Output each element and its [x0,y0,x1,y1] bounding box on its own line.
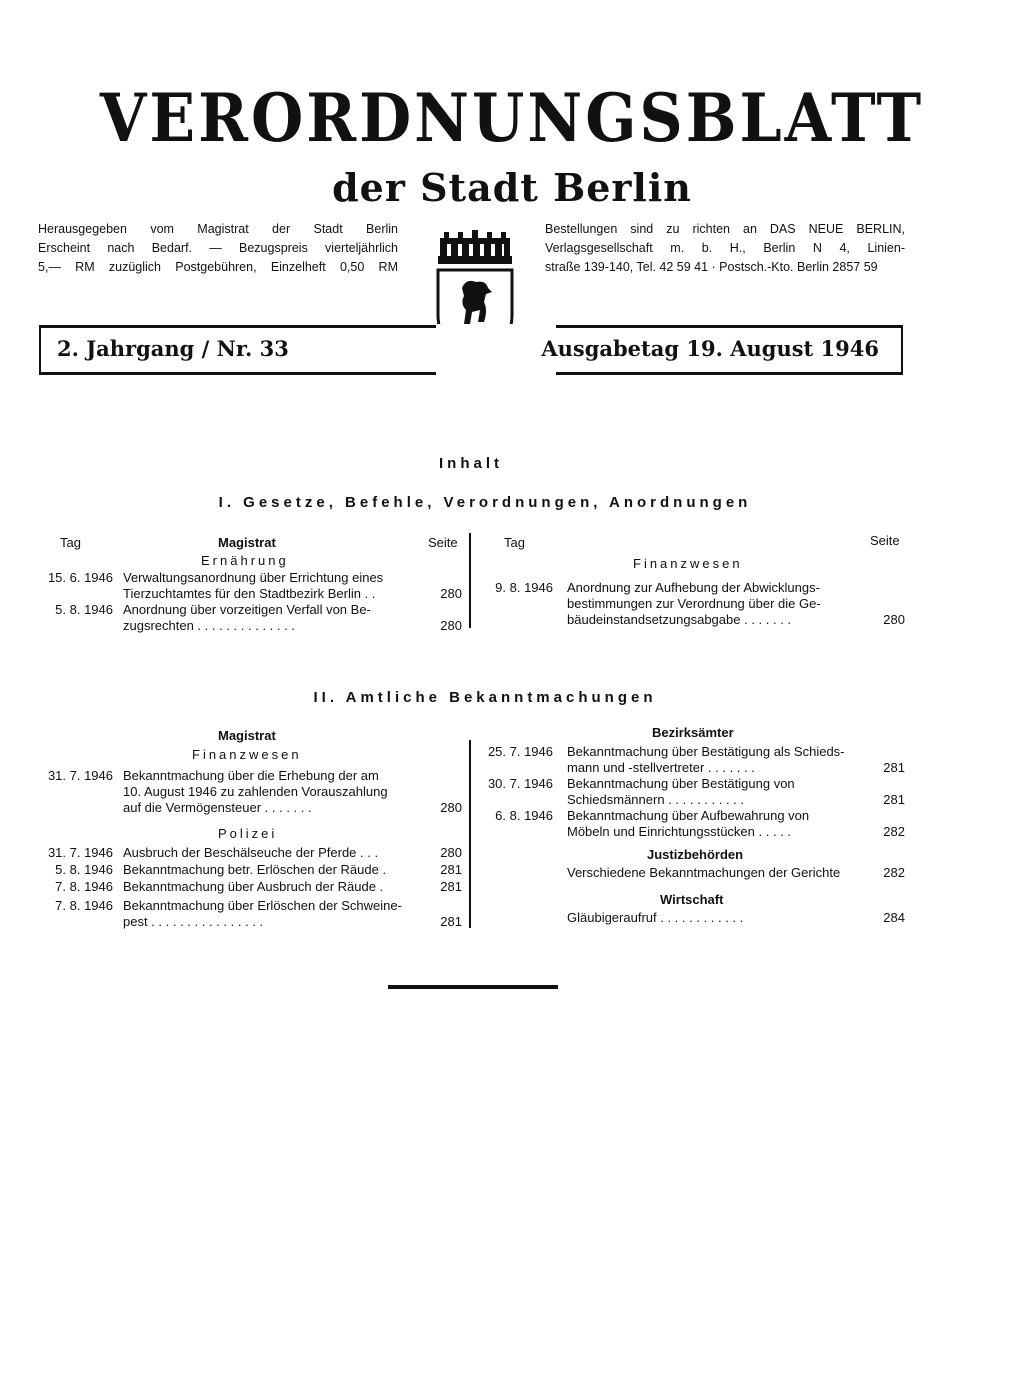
issue-box [39,325,903,375]
order-info [545,220,905,277]
row-page: 281 [440,914,462,929]
row-text [123,570,383,602]
masthead-subtitle: der Stadt Berlin [332,165,692,210]
row-text [567,808,809,840]
row-line: mann und -stellvertreter . . . . . . . [567,760,755,775]
row-text [123,862,386,878]
row-line: Bekanntmachung über Ausbruch der Räude . [123,879,384,894]
column-divider-2 [469,740,471,928]
col-tag-left: Tag [60,535,81,550]
row-date: 7. 8. 1946 [55,879,113,894]
column-divider [469,533,471,628]
row-text [123,879,383,895]
row-page: 282 [883,824,905,839]
col-tag-right: Tag [504,535,525,550]
sub-polizei: Polizei [218,826,278,841]
row-line: Verwaltungsanordnung über Errichtung eines [123,570,384,585]
row-line: auf die Vermögensteuer . . . . . . . [123,800,312,815]
row-line: Ausbruch der Beschälseuche der Pferde . . . [123,845,379,860]
order-line: Verlagsgesellschaft m. b. H., Berlin N 4, Linien- [545,241,905,255]
row-date: 5. 8. 1946 [55,862,113,877]
row-page: 280 [440,845,462,860]
end-rule [388,985,558,989]
row-text [123,602,371,634]
row-date: 30. 7. 1946 [487,776,553,791]
row-line: Schiedsmännern . . . . . . . . . . . [567,792,745,807]
row-line: bäudeinstandsetzungsabgabe . . . . . . . [567,612,792,627]
row-line: Anordnung über vorzeitigen Verfall von Be- [123,602,371,617]
row-page: 282 [883,865,905,880]
row-page: 280 [440,800,462,815]
row-page: 281 [883,760,905,775]
left-heading-magistrat-2: Magistrat [218,728,276,743]
row-text [123,845,378,861]
row-date: 7. 8. 1946 [55,898,113,913]
row-text [567,910,743,926]
publisher-info [38,220,398,277]
row-line: Bekanntmachung betr. Erlöschen der Räude . [123,862,387,877]
col-seite-right: Seite [870,533,900,548]
row-text [567,744,845,776]
row-line: Bekanntmachung über Bestätigung als Schieds- [567,744,845,759]
row-line: Bekanntmachung über Aufbewahrung von [567,808,810,823]
row-line: Gläubigeraufruf . . . . . . . . . . . . [567,910,744,925]
publisher-line: Erscheint nach Bedarf. — Bezugspreis vierteljährlich [38,241,398,255]
row-date: 31. 7. 1946 [47,845,113,860]
row-line: pest . . . . . . . . . . . . . . . . [123,914,264,929]
order-line: Bestellungen sind zu richten an DAS NEUE BERLIN, [545,222,905,236]
section-2-title: II. Amtliche Bekanntmachungen [313,689,657,706]
row-page: 284 [883,910,905,925]
issue-box-gap [436,324,556,376]
row-line: Verschiedene Bekanntmachungen der Gerichte [567,865,841,880]
col-seite-left: Seite [428,535,458,550]
row-text [567,865,840,881]
row-line: Bekanntmachung über die Erhebung der am [123,768,379,783]
row-text [567,776,795,808]
issue-number: 2. Jahrgang / Nr. 33 [57,336,289,361]
row-date: 31. 7. 1946 [47,768,113,783]
order-line: straße 139-140, Tel. 42 59 41 · Postsch.-Kto. Berlin 2857 59 [545,260,878,274]
sub-finanzwesen: Finanzwesen [633,556,743,571]
row-line: Bekanntmachung über Bestätigung von [567,776,795,791]
right-heading-justiz: Justizbehörden [647,847,744,862]
row-line: Anordnung zur Aufhebung der Abwicklungs- [567,580,820,595]
row-line: zugsrechten . . . . . . . . . . . . . . [123,618,295,633]
row-line: Möbeln und Einrichtungsstücken . . . . . [567,824,792,839]
row-text [123,768,388,816]
row-date: 9. 8. 1946 [495,580,553,595]
row-page: 281 [883,792,905,807]
row-date: 25. 7. 1946 [487,744,553,759]
row-page: 280 [883,612,905,627]
toc-title: Inhalt [439,455,503,472]
row-line: 10. August 1946 zu zahlenden Vorauszahlung [123,784,388,799]
row-date: 6. 8. 1946 [495,808,553,823]
left-heading-magistrat: Magistrat [218,535,276,550]
right-heading-bezirksaemter: Bezirksämter [652,725,734,740]
row-line: bestimmungen zur Verordnung über die Ge- [567,596,821,611]
row-text [123,898,402,930]
row-page: 280 [440,618,462,633]
row-text [567,580,821,628]
section-1-title: I. Gesetze, Befehle, Verordnungen, Anordnungen [218,494,752,511]
row-date: 15. 6. 1946 [47,570,113,585]
issue-date: Ausgabetag 19. August 1946 [541,336,879,361]
right-heading-wirtschaft: Wirtschaft [660,892,724,907]
row-page: 280 [440,586,462,601]
row-page: 281 [440,862,462,877]
row-line: Tierzuchtamtes für den Stadtbezirk Berlin . . [123,586,376,601]
row-line: Bekanntmachung über Erlöschen der Schweine- [123,898,402,913]
publisher-line: Herausgegeben vom Magistrat der Stadt Berlin [38,222,398,236]
publisher-line: 5,— RM zuzüglich Postgebühren, Einzelheft 0,50 RM [38,260,398,274]
row-page: 281 [440,879,462,894]
masthead-title: VERORDNUNGSBLATT [99,80,925,158]
sub-finanzwesen-2: Finanzwesen [192,747,302,762]
sub-ernaehrung: Ernährung [201,553,289,568]
row-date: 5. 8. 1946 [55,602,113,617]
